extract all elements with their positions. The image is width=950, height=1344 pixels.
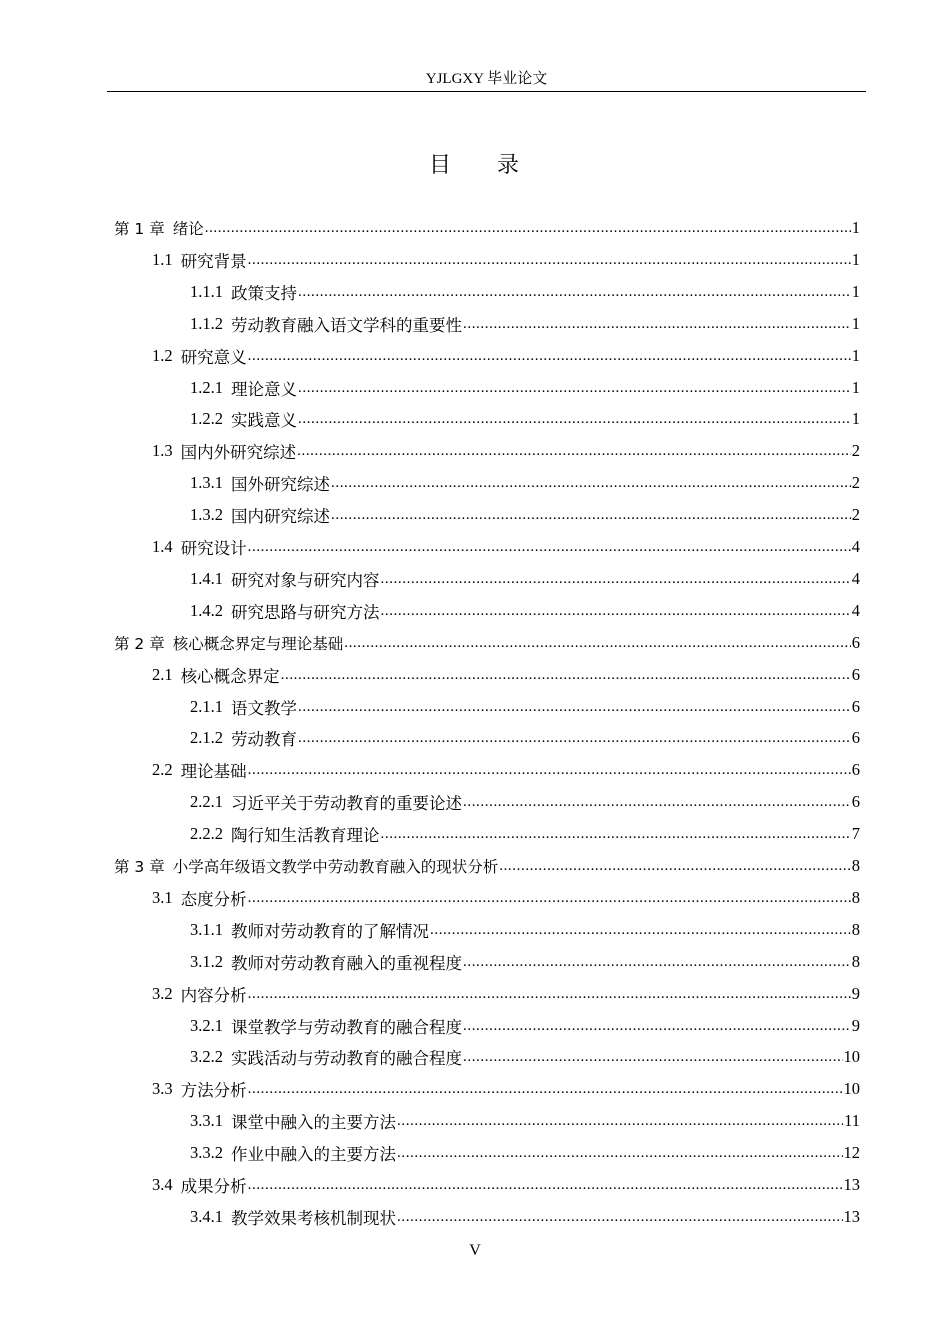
toc-entry-number: 3.3.2 xyxy=(190,1143,223,1163)
toc-subsection-entry[interactable] xyxy=(190,914,860,946)
toc-dot-leader xyxy=(297,442,851,460)
toc-subsection-entry[interactable] xyxy=(190,1105,860,1137)
toc-entry-page: 8 xyxy=(851,856,860,875)
toc-entry-title: 核心概念界定与理论基础 xyxy=(172,634,344,653)
page-number: V xyxy=(469,1242,481,1259)
toc-subsection-entry[interactable] xyxy=(190,1010,860,1042)
toc-entry-title: 小学高年级语文教学中劳动教育融入的现状分析 xyxy=(172,858,499,876)
toc-dot-leader xyxy=(463,953,851,971)
toc-entry-number: 1.1.1 xyxy=(190,281,223,301)
toc-entry-page: 10 xyxy=(843,1047,860,1067)
toc-subsection-entry[interactable] xyxy=(190,818,860,850)
toc-dot-leader xyxy=(381,825,851,843)
toc-entry-page: 6 xyxy=(851,760,860,780)
toc-dot-leader xyxy=(463,1048,843,1066)
toc-dot-leader xyxy=(205,219,851,237)
toc-entry-title: 研究思路与研究方法 xyxy=(231,602,380,622)
toc-entry-title: 实践意义 xyxy=(231,411,297,431)
toc-subsection-entry[interactable] xyxy=(190,276,860,308)
toc-entry-title: 国内外研究综述 xyxy=(180,443,297,463)
toc-entry-title: 理论基础 xyxy=(180,762,247,782)
toc-entry-number: 第 1 章 xyxy=(114,220,165,238)
toc-dot-leader xyxy=(397,1112,843,1130)
toc-entry-page: 13 xyxy=(843,1206,860,1226)
toc-section-entry[interactable] xyxy=(152,340,860,372)
page-header: YJLGXY 毕业论文 xyxy=(425,71,548,87)
toc-entry-page: 10 xyxy=(843,1079,860,1099)
toc-entry-title: 研究背景 xyxy=(180,251,247,271)
toc-entry-title: 国外研究综述 xyxy=(231,475,330,495)
toc-dot-leader xyxy=(248,251,851,269)
toc-subsection-entry[interactable] xyxy=(190,946,860,978)
toc-entry-number: 1.2 xyxy=(152,345,173,365)
toc-subsection-entry[interactable] xyxy=(190,1041,860,1073)
toc-dot-leader xyxy=(248,761,851,779)
toc-entry-page: 6 xyxy=(851,664,860,684)
toc-entry-title: 研究设计 xyxy=(180,539,247,558)
toc-entry-title: 内容分析 xyxy=(180,985,247,1005)
toc-entry-title: 研究意义 xyxy=(180,347,247,367)
toc-entry-title: 国内研究综述 xyxy=(231,507,330,527)
toc-entry-number: 3.2.1 xyxy=(190,1015,223,1035)
toc-dot-leader xyxy=(499,857,851,875)
toc-dot-leader xyxy=(298,410,851,428)
toc-entry-page: 1 xyxy=(851,313,860,333)
toc-entry-number: 1.2.1 xyxy=(190,377,223,397)
toc-entry-page: 1 xyxy=(851,345,860,365)
toc-section-entry[interactable] xyxy=(152,244,860,276)
toc-dot-leader xyxy=(344,634,851,652)
toc-entry-title: 绪论 xyxy=(172,220,204,238)
toc-entry-title: 教学效果考核机制现状 xyxy=(231,1208,396,1228)
toc-entry-number: 2.2 xyxy=(152,760,173,780)
toc-entry-page: 1 xyxy=(851,377,860,397)
toc-entry-title: 陶行知生活教育理论 xyxy=(231,826,380,846)
toc-subsection-entry[interactable] xyxy=(190,403,860,435)
toc-dot-leader xyxy=(381,602,851,620)
toc-section-entry[interactable] xyxy=(152,659,860,691)
toc-chapter-entry[interactable] xyxy=(114,627,860,659)
toc-entry-title: 课堂中融入的主要方法 xyxy=(231,1113,396,1133)
toc-entry-title: 核心概念界定 xyxy=(180,666,280,686)
toc-entry-number: 3.4 xyxy=(152,1175,173,1194)
toc-entry-number: 第 3 章 xyxy=(114,858,165,876)
toc-entry-title: 方法分析 xyxy=(180,1081,247,1101)
toc-entry-title: 语文教学 xyxy=(231,698,297,718)
toc-dot-leader xyxy=(298,283,851,301)
toc-entry-number: 2.2.1 xyxy=(190,792,223,812)
toc-entry-number: 1.4 xyxy=(152,537,173,556)
toc-entry-page: 9 xyxy=(851,1015,860,1035)
toc-dot-leader xyxy=(298,729,851,747)
toc-section-entry[interactable] xyxy=(152,754,860,786)
toc-dot-leader xyxy=(397,1144,843,1162)
toc-entry-title: 理论意义 xyxy=(231,379,297,399)
toc-entry-number: 1.3 xyxy=(152,441,173,461)
toc-entry-number: 2.2.2 xyxy=(190,824,223,844)
toc-entry-page: 12 xyxy=(843,1143,860,1163)
toc-entry-number: 3.2 xyxy=(152,983,173,1003)
toc-entry-number: 1.3.2 xyxy=(190,505,223,525)
toc-dot-leader xyxy=(248,1080,843,1098)
toc-chapter-entry[interactable] xyxy=(114,850,860,882)
toc-subsection-entry[interactable] xyxy=(190,595,860,627)
toc-entry-title: 劳动教育融入语文学科的重要性 xyxy=(231,315,462,335)
toc-entry-title: 实践活动与劳动教育的融合程度 xyxy=(231,1049,462,1069)
toc-entry-page: 4 xyxy=(851,600,860,620)
toc-subsection-entry[interactable] xyxy=(190,1137,860,1169)
toc-entry-page: 2 xyxy=(851,441,860,461)
toc-entry-page: 1 xyxy=(851,409,860,429)
toc-entry-page: 4 xyxy=(851,537,860,556)
toc-entry-title: 研究对象与研究内容 xyxy=(231,570,380,590)
toc-section-entry[interactable] xyxy=(152,435,860,467)
toc-dot-leader xyxy=(298,379,851,397)
toc-chapter-entry[interactable] xyxy=(114,212,860,244)
toc-subsection-entry[interactable] xyxy=(190,563,860,595)
toc-entry-page: 11 xyxy=(844,1111,860,1131)
toc-subsection-entry[interactable] xyxy=(190,372,860,404)
toc-dot-leader xyxy=(331,474,851,492)
toc-entry-number: 1.2.2 xyxy=(190,409,223,429)
toc-entry-page: 6 xyxy=(851,632,860,652)
toc-section-entry[interactable] xyxy=(152,1169,860,1201)
toc-entry-page: 2 xyxy=(851,473,860,493)
toc-dot-leader xyxy=(381,570,851,588)
toc-dot-leader xyxy=(463,315,851,333)
toc-subsection-entry[interactable] xyxy=(190,786,860,818)
toc-entry-number: 3.4.1 xyxy=(190,1206,223,1226)
toc-entry-title: 劳动教育 xyxy=(231,730,297,750)
toc-entry-page: 4 xyxy=(851,568,860,588)
toc-entry-number: 3.3 xyxy=(152,1079,173,1099)
toc-title-char-1: 目 xyxy=(428,153,453,178)
toc-entry-title: 政策支持 xyxy=(231,283,297,303)
toc-dot-leader xyxy=(463,1017,851,1035)
toc-dot-leader xyxy=(248,1176,843,1194)
toc-dot-leader xyxy=(248,347,851,365)
toc-entry-number: 1.1.2 xyxy=(190,313,223,333)
toc-subsection-entry[interactable] xyxy=(190,499,860,531)
header-rule xyxy=(107,91,866,92)
toc-entry-page: 1 xyxy=(851,281,860,301)
toc-subsection-entry[interactable] xyxy=(190,467,860,499)
toc-entry-page: 6 xyxy=(851,696,860,716)
toc-dot-leader xyxy=(248,538,851,556)
toc-subsection-entry[interactable] xyxy=(190,691,860,723)
toc-entry-page: 1 xyxy=(851,249,860,269)
toc-entry-number: 3.2.2 xyxy=(190,1047,223,1067)
toc-entry-title: 态度分析 xyxy=(180,889,247,909)
toc-entry-number: 1.4.1 xyxy=(190,568,223,588)
toc-entry-page: 2 xyxy=(851,505,860,525)
toc-dot-leader xyxy=(463,793,851,811)
toc-entry-page: 6 xyxy=(851,792,860,812)
toc-entry-title: 习近平关于劳动教育的重要论述 xyxy=(231,794,462,814)
toc-entry-number: 1.3.1 xyxy=(190,473,223,493)
toc-entry-page: 6 xyxy=(851,728,860,748)
toc-entry-page: 9 xyxy=(851,983,860,1003)
toc-dot-leader xyxy=(281,666,851,684)
toc-entry-number: 2.1 xyxy=(152,664,173,684)
toc-entry-number: 3.1.1 xyxy=(190,919,223,939)
toc-dot-leader xyxy=(248,985,851,1003)
toc-section-entry[interactable] xyxy=(152,1073,860,1105)
toc-subsection-entry[interactable] xyxy=(190,1201,860,1233)
toc-dot-leader xyxy=(430,921,851,939)
toc-entry-number: 3.1.2 xyxy=(190,951,223,971)
toc-dot-leader xyxy=(331,506,851,524)
toc-dot-leader xyxy=(397,1208,843,1226)
toc-title xyxy=(0,148,950,179)
toc-entry-title: 作业中融入的主要方法 xyxy=(231,1145,396,1165)
toc-entry-number: 3.3.1 xyxy=(190,1111,223,1131)
toc-entry-number: 1.1 xyxy=(152,249,173,269)
toc-entry-number: 1.4.2 xyxy=(190,600,223,620)
toc-entry-page: 8 xyxy=(851,951,860,971)
toc-subsection-entry[interactable] xyxy=(190,722,860,754)
toc-entry-page: 8 xyxy=(851,887,860,907)
toc-entry-page: 7 xyxy=(851,824,860,844)
toc-section-entry[interactable] xyxy=(152,531,860,563)
toc-entry-title: 成果分析 xyxy=(180,1177,247,1196)
toc-entry-page: 1 xyxy=(851,218,860,237)
toc-subsection-entry[interactable] xyxy=(190,308,860,340)
toc-title-char-2: 录 xyxy=(497,153,522,178)
toc-dot-leader xyxy=(298,698,851,716)
toc-entry-title: 教师对劳动教育的了解情况 xyxy=(231,921,429,941)
toc-entry-number: 2.1.1 xyxy=(190,696,223,716)
toc-section-entry[interactable] xyxy=(152,882,860,914)
toc-dot-leader xyxy=(248,889,851,907)
toc-entry-page: 13 xyxy=(843,1175,860,1194)
toc-section-entry[interactable] xyxy=(152,978,860,1010)
toc-entry-title: 教师对劳动教育融入的重视程度 xyxy=(231,953,462,973)
toc-entry-number: 3.1 xyxy=(152,887,173,907)
toc-entry-number: 2.1.2 xyxy=(190,728,223,748)
toc-entry-page: 8 xyxy=(851,919,860,939)
toc-entry-title: 课堂教学与劳动教育的融合程度 xyxy=(231,1017,462,1037)
toc-entry-number: 第 2 章 xyxy=(114,634,165,653)
